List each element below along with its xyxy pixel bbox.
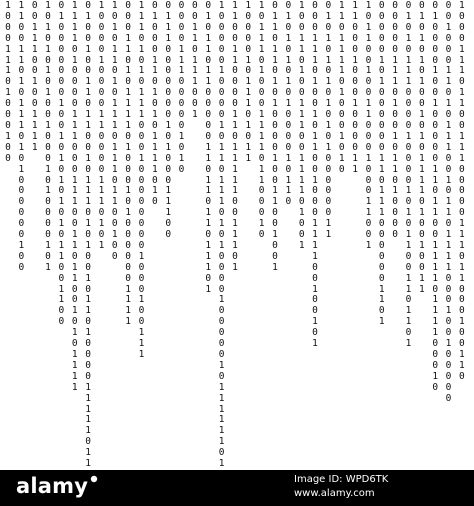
binary-column: 1 1 0 0 1 1 0 1 0 1 1 1 0 1 0 1 0 0 0 0 0 0 1 0 0 [18,0,25,273]
binary-column: 0 0 0 0 0 1 0 1 0 0 0 0 0 0 1 1 0 1 1 1 0 0 0 0 0 0 1 1 0 1 [378,0,385,328]
binary-column: 0 1 0 0 1 0 0 1 1 0 1 1 0 0 1 0 1 1 1 0 1 0 1 0 0 1 0 1 1 0 1 0 0 0 0 1 1 1 1 1 0 1 1 [85,0,91,470]
binary-column: 0 1 0 1 0 1 0 1 0 0 1 0 1 0 1 1 1 1 0 1 0 0 1 0 0 1 1 [418,0,425,295]
binary-column: 1 0 0 0 0 0 1 0 0 0 0 1 0 1 1 0 1 1 1 0 1 0 1 0 0 0 0 1 0 0 0 0 0 1 0 1 1 1 1 1 1 0 1 [218,0,225,470]
brand-name: alamy [16,474,89,498]
binary-column: 0 1 0 0 0 0 1 0 0 1 0 0 0 0 0 1 1 0 1 1 0 0 1 1 1 1 0 1 1 1 1 0 0 0 1 0 [432,0,439,393]
binary-column: 0 1 1 0 1 1 0 1 0 1 0 0 0 0 1 0 0 1 1 0 0 1 0 0 1 [272,0,278,273]
image-credit [294,473,464,501]
binary-column: 0 0 0 1 1 1 0 1 0 0 1 0 1 1 0 0 1 0 0 0 1 1 1 1 0 0 1 0 0 1 0 1 [312,0,318,350]
binary-column: 1 0 1 0 1 1 0 1 0 1 1 1 0 1 1 1 0 1 1 0 0 1 0 0 [111,0,118,262]
binary-column: 1 0 0 0 0 1 0 1 1 1 0 1 0 1 1 [245,0,252,164]
brand-logo [16,474,99,498]
image-id: Image ID: WPD6TK [294,474,389,485]
binary-column: 0 0 1 1 0 1 1 1 0 0 1 [192,0,198,121]
binary-column: 1 1 1 1 0 1 0 0 0 0 1 1 1 0 0 0 1 1 1 0 0 1 1 0 1 1 0 0 1 0 1 0 1 1 1 1 [71,0,78,393]
binary-column: 1 1 0 0 0 1 0 0 0 1 0 0 0 0 1 1 [352,0,358,175]
binary-column: 1 1 1 0 1 0 1 0 1 1 1 0 0 0 1 0 0 0 0 0 0 0 0 1 0 0 0 1 0 0 1 1 1 [138,0,145,360]
binary-column: 1 0 0 0 1 1 1 0 1 0 0 0 1 0 0 [5,0,11,164]
binary-column: 0 1 0 1 0 1 0 1 0 1 0 1 0 1 0 0 0 0 0 0 1 1 [325,0,332,241]
binary-column: 1 0 1 0 1 0 1 0 1 0 0 1 0 0 0 1 0 1 0 0 0 0 1 0 1 [45,0,51,273]
watermark-footer [0,470,474,506]
binary-column: 0 0 0 0 1 1 1 0 0 0 0 0 1 0 1 0 [178,0,185,175]
binary-column: 1 1 0 0 1 1 0 0 0 0 1 1 0 1 1 1 1 1 0 0 1 1 1 0 1 [232,0,238,273]
binary-column: 0 1 0 1 0 1 0 1 0 1 0 0 0 0 1 0 1 1 0 [285,0,292,208]
binary-column: 0 1 0 0 0 1 1 0 1 0 1 0 1 1 1 1 0 1 0 [151,0,158,208]
binary-column: 1 0 0 1 1 0 1 0 0 1 1 1 0 0 1 1 1 1 0 1 0 0 1 [298,0,305,251]
binary-column: 0 1 0 1 0 1 1 1 0 0 0 0 1 0 0 0 0 1 0 1 0 1 1 0 0 1 1 0 1 1 0 1 [405,0,412,350]
binary-column: 1 0 0 0 0 1 0 0 0 0 1 1 0 0 0 0 1 1 1 0 1 0 1 [98,0,105,251]
binary-column: 0 0 0 0 0 1 1 1 0 1 0 0 1 0 1 1 0 1 0 0 0 0 [392,0,398,241]
binary-column: 0 1 0 0 0 0 0 0 0 1 0 0 1 0 1 0 1 0 1 0 1 0 1 1 0 0 1 1 0 0 [58,0,65,328]
binary-column: 1 0 0 0 1 1 1 0 1 1 0 0 1 1 1 0 0 0 0 0 1 1 1 0 1 1 0 0 0 1 0 0 1 1 0 [459,0,465,382]
binary-column: 1 1 0 1 1 1 1 0 1 0 0 0 1 0 1 0 [338,0,345,175]
binary-column: 0 1 0 1 1 0 1 1 0 0 0 0 0 1 1 0 1 1 0 1 1 0 1 1 1 0 1 [205,0,212,295]
binary-column: 0 0 1 1 1 0 0 1 0 0 1 1 1 1 [31,0,38,153]
binary-column: 0 0 0 1 1 0 1 0 1 1 1 1 0 1 0 0 0 1 0 1 0 0 0 0 0 0 1 1 1 1 [125,0,131,328]
binary-column: 1 0 1 1 1 0 1 0 0 0 1 1 1 1 0 1 1 0 0 0 1 0 [258,0,265,241]
logo-mark-icon [89,474,99,484]
binary-column: 0 1 1 1 0 0 0 0 0 0 0 1 0 1 0 0 0 1 1 1 0 0 [165,0,172,241]
site-url: www.alamy.com [294,488,375,499]
binary-column: 0 0 1 0 0 0 1 1 0 1 0 1 1 1 0 0 1 0 1 1 0 1 1 1 1 0 0 0 1 0 0 1 0 0 0 0 0 [445,0,452,404]
binary-column: 1 0 1 1 0 0 1 0 0 1 1 0 0 0 1 0 0 0 1 1 0 0 1 [365,0,372,251]
